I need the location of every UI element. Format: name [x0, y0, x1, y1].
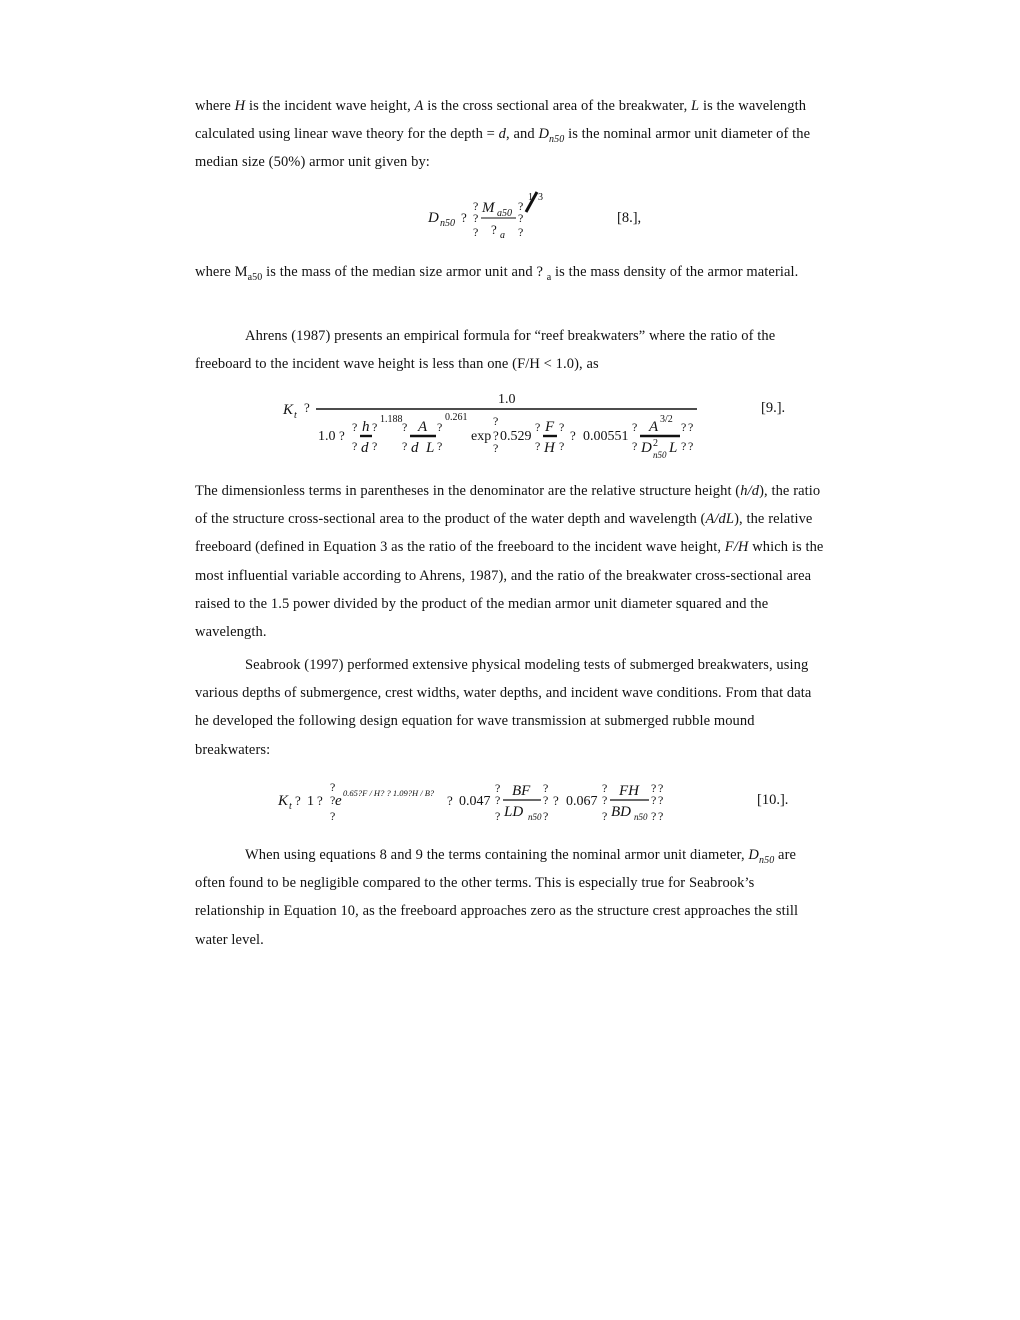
- text: ), the relative freeboard (defined in Equation 3 as the ratio of the freeboard to the incident wave height,: [195, 511, 813, 556]
- text: are often found to be negligible compared to the other terms. This is especially true for Seabrook’s relationship in Equation 10, as the freeboard approaches zero as the structure crest approaches the still water level.: [195, 847, 799, 948]
- text: where M: [195, 264, 248, 280]
- eq10-minus: ?: [317, 793, 323, 808]
- eq10-brace: ?: [543, 809, 549, 823]
- eq8-brace: ?: [473, 199, 479, 213]
- eq9-brace: ?: [632, 420, 638, 434]
- eq9-brace: ?: [352, 439, 358, 453]
- eq8-equals: ?: [461, 210, 467, 225]
- eq10-LD-sub: n50: [528, 812, 542, 822]
- text: ), the ratio of the structure cross-sectional area to the product of the water depth and wavelength (: [195, 483, 821, 528]
- equation-10-number: [10.].: [757, 792, 789, 808]
- eq10-BD-sub: n50: [634, 812, 648, 822]
- eq10-brace: ?: [651, 781, 657, 795]
- eq9-c1: 0.529: [500, 429, 532, 444]
- eq10-brace: ?: [651, 809, 657, 823]
- eq10-LD: LD: [504, 804, 524, 820]
- eq10-e: e: [335, 793, 342, 809]
- eq10-equals: ?: [295, 793, 301, 808]
- equation-9: [0, 388, 1020, 462]
- eq8-brace: ?: [518, 199, 524, 213]
- text: When using equations 8 and 9 the terms containing the nominal armor unit diameter,: [245, 847, 749, 863]
- eq9-equals: ?: [304, 400, 310, 415]
- eq10-brace: ?: [495, 793, 501, 807]
- eq9-brace: ?: [352, 420, 358, 434]
- eq9-brace: ?: [437, 439, 443, 453]
- eq10-BF: BF: [512, 783, 531, 799]
- text: is the wavelength calculated using linear wave theory for the depth =: [195, 98, 807, 143]
- eq8-exp-num: 1: [528, 192, 533, 203]
- eq9-L-den: L: [669, 440, 678, 456]
- var-D-sub: n50: [549, 134, 565, 146]
- eq9-d: d: [361, 440, 369, 456]
- eq9-plus: ?: [339, 428, 345, 443]
- eq9-brace: ?: [372, 439, 378, 453]
- eq9-brace: ?: [493, 428, 499, 443]
- eq9-F: F: [545, 419, 555, 435]
- eq8-brace: ?: [518, 225, 524, 239]
- text: where: [195, 98, 235, 114]
- eq9-h: h: [362, 419, 370, 435]
- term-AdL: A/dL: [705, 511, 735, 528]
- var-D: D: [748, 847, 759, 863]
- text: is the nominal armor unit diameter of the median size (50%) armor unit given by:: [195, 126, 811, 171]
- equation-8: [0, 188, 1020, 248]
- eq10-brace: ?: [602, 793, 608, 807]
- eq10-brace: ?: [602, 809, 608, 823]
- eq9-c2: 0.00551: [583, 429, 629, 444]
- eq10-K-sub: t: [289, 801, 292, 812]
- equation-9-number: [9.].: [761, 400, 786, 416]
- text: is the incident wave height,: [245, 98, 415, 114]
- eq9-H: H: [544, 440, 555, 456]
- var-H: H: [234, 98, 246, 114]
- eq9-numerator: 1.0: [498, 392, 516, 407]
- eq9-brace: ?: [681, 420, 687, 434]
- eq9-exp2: 0.261: [445, 412, 468, 423]
- eq9-exp1: 1.188: [380, 414, 403, 425]
- eq9-brace: ?: [535, 420, 541, 434]
- eq9-brace: ?: [493, 414, 499, 428]
- var-A: A: [414, 98, 424, 114]
- eq10-FH: FH: [619, 783, 639, 799]
- eq10-brace: ?: [330, 780, 336, 794]
- eq9-dL-d: d: [411, 440, 419, 456]
- eq9-brace: ?: [688, 420, 694, 434]
- term-FH: F/H: [724, 539, 749, 556]
- eq10-one: 1: [307, 794, 314, 809]
- text: is the mass of the median size armor unit and ?: [262, 264, 547, 280]
- paragraph-seabrook: Seabrook (1997) performed extensive physical modeling tests of submerged breakwaters, using various depths of submergence, crest widths, water depths, and incident wave conditions. From that data he developed the following design equation for wave transmission at submerged rubble mound breakwaters:: [195, 657, 812, 758]
- paragraph-definitions: [195, 92, 827, 177]
- subscript: a: [546, 271, 552, 283]
- text: The dimensionless terms in parentheses in the denominator are the relative structure height (: [195, 483, 741, 499]
- eq9-K: K: [283, 402, 294, 418]
- eq10-plus1: ?: [447, 793, 453, 808]
- paragraph-ahrens: Ahrens (1987) presents an empirical formula for “reef breakwaters” where the ratio of the freeboard to the incident wave height is less than one (F/H < 1.0), as: [195, 328, 776, 373]
- eq10-brace: ?: [658, 809, 664, 823]
- paragraph-negligible-terms: [195, 841, 827, 954]
- eq9-brace: ?: [372, 420, 378, 434]
- eq9-Dn-sub: n50: [653, 450, 667, 460]
- text: is the cross sectional area of the breakwater,: [423, 98, 692, 114]
- eq10-e-exponent: 0.65?F / H? ? 1.09?H / B?: [343, 788, 435, 798]
- eq9-Dn-sup: 2: [653, 438, 658, 449]
- eq8-brace: ?: [518, 211, 524, 225]
- eq9-brace: ?: [632, 439, 638, 453]
- eq10-brace: ?: [602, 781, 608, 795]
- eq9-plus2: ?: [570, 428, 576, 443]
- eq10-BD: BD: [611, 804, 631, 820]
- var-D: D: [538, 126, 550, 143]
- eq8-brace: ?: [473, 211, 479, 225]
- eq9-brace: ?: [559, 439, 565, 453]
- eq9-A: A: [418, 419, 428, 435]
- eq9-brace: ?: [402, 439, 408, 453]
- eq9-exp-fn: exp: [471, 429, 492, 444]
- equation-10: [0, 776, 1020, 826]
- eq9-brace: ?: [535, 439, 541, 453]
- eq10-brace: ?: [495, 781, 501, 795]
- text: is the mass density of the armor material.: [551, 264, 799, 280]
- eq9-Dn: D: [641, 440, 652, 456]
- eq8-brace: ?: [473, 225, 479, 239]
- eq9-dL-L: L: [426, 440, 435, 456]
- eq10-minus2: ?: [553, 793, 559, 808]
- eq9-brace: ?: [688, 439, 694, 453]
- eq10-K: K: [278, 793, 289, 809]
- eq10-brace: ?: [330, 793, 336, 807]
- eq9-A32-sup: 3/2: [660, 414, 673, 425]
- eq9-K-sub: t: [294, 410, 297, 421]
- eq10-brace: ?: [330, 809, 336, 823]
- eq10-brace: ?: [658, 781, 664, 795]
- eq8-D: D: [428, 210, 439, 226]
- var-d: d: [498, 126, 507, 143]
- eq10-c1: 0.047: [459, 794, 491, 809]
- eq10-brace: ?: [543, 781, 549, 795]
- equation-9-graphic: [0, 388, 1020, 462]
- var-D-sub: n50: [759, 854, 775, 866]
- eq8-exp-den: 3: [538, 192, 543, 203]
- eq9-brace: ?: [402, 420, 408, 434]
- eq9-A32: A: [649, 419, 659, 435]
- equation-8-graphic: [0, 188, 1020, 248]
- var-L: L: [691, 98, 700, 114]
- eq9-den-one: 1.0: [318, 429, 336, 444]
- eq10-brace: ?: [495, 809, 501, 823]
- equation-8-number: [8.],: [617, 210, 642, 226]
- text: , and: [506, 126, 539, 143]
- eq8-M: M: [482, 200, 495, 216]
- eq9-brace: ?: [493, 441, 499, 455]
- eq9-brace: ?: [437, 420, 443, 434]
- eq8-D-sub: n50: [440, 218, 455, 229]
- equation-10-graphic: [0, 776, 1020, 826]
- term-hd: h/d: [740, 483, 760, 499]
- eq10-brace: ?: [543, 793, 549, 807]
- eq8-M-sub: a50: [497, 208, 512, 219]
- eq8-rho: ?: [491, 222, 497, 237]
- eq10-brace: ?: [651, 793, 657, 807]
- eq9-brace: ?: [559, 420, 565, 434]
- text: which is the most influential variable according to Ahrens, 1987), and the ratio of the breakwater cross-sectional area raised to the 1.5 power divided by the product of the median armor unit diameter squared and the wavelength.: [195, 539, 824, 641]
- eq9-brace: ?: [681, 439, 687, 453]
- eq8-rho-sub: a: [500, 230, 505, 241]
- subscript: a50: [247, 271, 263, 283]
- paragraph-mass-definitions: [195, 258, 827, 286]
- eq10-brace: ?: [658, 793, 664, 807]
- eq10-c2: 0.067: [566, 794, 598, 809]
- paragraph-dimensionless-terms: [195, 477, 827, 646]
